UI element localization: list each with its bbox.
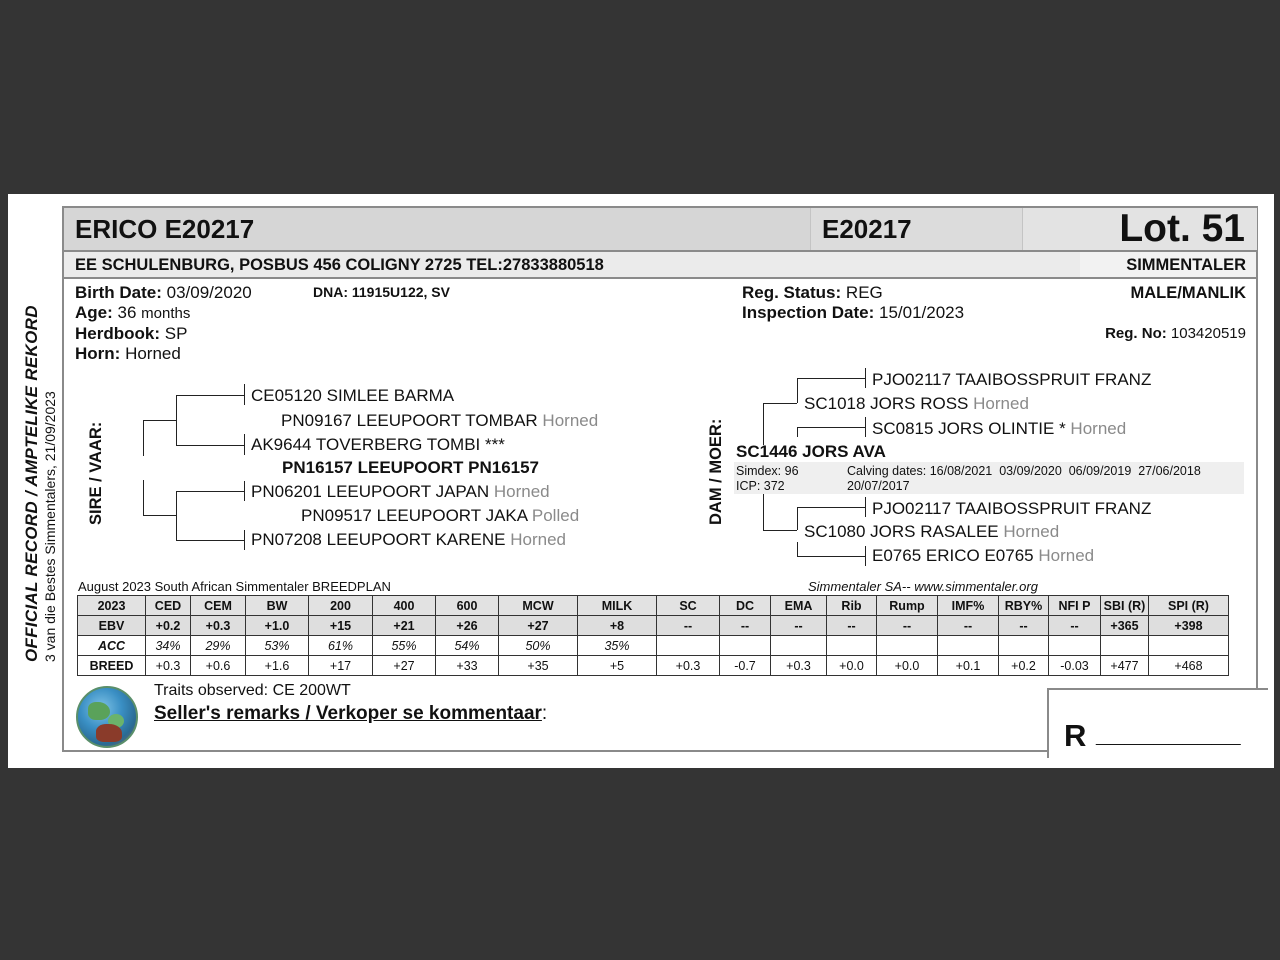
horn-status: Horn: Horned — [75, 344, 181, 363]
ebv-cell: +5 — [578, 656, 657, 676]
price-currency: R — [1064, 718, 1087, 753]
sire-dam: PN09517 LEEUPOORT JAKA Polled — [301, 506, 580, 525]
ebv-header-cell: BW — [246, 596, 309, 616]
breed-name: SIMMENTALER — [1126, 256, 1246, 274]
ebv-cell — [827, 636, 877, 656]
ebv-cell: +1.6 — [246, 656, 309, 676]
ebv-cell: 61% — [309, 636, 373, 656]
age: Age: 36 months — [75, 303, 191, 322]
ebv-cell: +8 — [578, 616, 657, 636]
ebv-table — [77, 595, 1229, 676]
ebv-header-cell: 2023 — [78, 596, 146, 616]
ebv-cell: +398 — [1149, 616, 1229, 636]
price-blank: __________ — [1096, 718, 1241, 748]
ebv-header-cell: 600 — [436, 596, 499, 616]
ebv-cell — [771, 636, 827, 656]
traits-observed: Traits observed: CE 200WT — [154, 682, 351, 699]
ebv-cell: +0.2 — [146, 616, 191, 636]
dam-sire-sire: PJO02117 TAAIBOSSPRUIT FRANZ — [872, 370, 1152, 389]
ebv-cell: +27 — [499, 616, 578, 636]
sire-sire-dam: AK9644 TOVERBERG TOMBI *** — [251, 435, 505, 454]
ebv-cell — [720, 636, 771, 656]
ebv-cell: 54% — [436, 636, 499, 656]
dam-icp: ICP: 372 — [736, 479, 785, 493]
breedplan-source: Simmentaler SA-- www.simmentaler.org — [808, 579, 1038, 594]
inspection-date: Inspection Date: 15/01/2023 — [742, 303, 965, 322]
ebv-cell: +0.6 — [191, 656, 246, 676]
ebv-cell: -- — [827, 616, 877, 636]
ebv-row-label: ACC — [78, 636, 146, 656]
ebv-cell: +0.1 — [938, 656, 999, 676]
breedplan-title: August 2023 South African Simmentaler BREEDPLAN — [78, 579, 391, 594]
ebv-row-label: BREED — [78, 656, 146, 676]
ebv-cell: -- — [1049, 616, 1101, 636]
sire-name: PN16157 LEEUPOORT PN16157 — [282, 458, 540, 477]
acc-row — [78, 636, 1229, 656]
sellers-remarks: Seller's remarks / Verkoper se kommentaar: — [154, 703, 548, 724]
ebv-cell: -0.03 — [1049, 656, 1101, 676]
ebv-cell: -- — [771, 616, 827, 636]
ebv-row — [78, 616, 1229, 636]
dam-dam-dam: E0765 ERICO E0765 Horned — [872, 546, 1095, 565]
ebv-cell: 34% — [146, 636, 191, 656]
breed-avg-row — [78, 656, 1229, 676]
ebv-header-cell: EMA — [771, 596, 827, 616]
ebv-row-label: EBV — [78, 616, 146, 636]
ebv-cell: +0.0 — [877, 656, 938, 676]
ebv-cell: +1.0 — [246, 616, 309, 636]
ebv-cell — [1101, 636, 1149, 656]
dam-sire: SC1018 JORS ROSS Horned — [804, 394, 1029, 413]
ebv-header-cell: NFI P — [1049, 596, 1101, 616]
official-record-title: OFFICIAL RECORD / AMPTELIKE REKORD — [22, 305, 41, 662]
ebv-cell: +33 — [436, 656, 499, 676]
dna-info: DNA: 11915U122, SV — [313, 284, 450, 300]
dam-dam: SC1080 JORS RASALEE Horned — [804, 522, 1060, 541]
ebv-cell: 50% — [499, 636, 578, 656]
lot-number: Lot. 51 — [1119, 207, 1245, 250]
ebv-cell: +0.0 — [827, 656, 877, 676]
ebv-cell: +365 — [1101, 616, 1149, 636]
ebv-cell: +26 — [436, 616, 499, 636]
ebv-cell: +27 — [373, 656, 436, 676]
ebv-header-cell: Rump — [877, 596, 938, 616]
ebv-header-row — [78, 596, 1229, 616]
sex: MALE/MANLIK — [1130, 284, 1246, 302]
breeder-info: EE SCHULENBURG, POSBUS 456 COLIGNY 2725 TEL:27833880518 — [75, 256, 604, 274]
ebv-cell: -0.7 — [720, 656, 771, 676]
dam-simdex: Simdex: 96 — [736, 464, 799, 478]
ebv-header-cell: SPI (R) — [1149, 596, 1229, 616]
dam-label: DAM / MOER: — [707, 418, 725, 525]
ebv-cell: +468 — [1149, 656, 1229, 676]
dam-calving-dates: Calving dates: 16/08/2021 03/09/2020 06/09/2019 27/06/2018 — [847, 464, 1201, 478]
ebv-cell: -- — [877, 616, 938, 636]
ebv-cell: -- — [657, 616, 720, 636]
animal-id: E20217 — [822, 214, 912, 244]
ebv-cell: +0.3 — [191, 616, 246, 636]
ebv-cell — [657, 636, 720, 656]
ebv-cell: +0.3 — [771, 656, 827, 676]
ebv-header-cell: DC — [720, 596, 771, 616]
sire-sire: PN09167 LEEUPOORT TOMBAR Horned — [281, 411, 599, 430]
official-record-band — [22, 305, 58, 662]
ebv-cell — [1049, 636, 1101, 656]
dam-calving-dates-cont: 20/07/2017 — [847, 479, 910, 493]
ebv-header-cell: Rib — [827, 596, 877, 616]
ebv-header-cell: IMF% — [938, 596, 999, 616]
dam-name: SC1446 JORS AVA — [736, 442, 886, 461]
ebv-header-cell: SC — [657, 596, 720, 616]
ebv-cell — [877, 636, 938, 656]
ebv-cell: 29% — [191, 636, 246, 656]
ebv-cell: +0.3 — [146, 656, 191, 676]
ebv-cell — [938, 636, 999, 656]
animal-name: ERICO E20217 — [75, 214, 255, 244]
ebv-header-cell: CED — [146, 596, 191, 616]
reg-status: Reg. Status: REG — [742, 283, 883, 302]
ebv-header-cell: MCW — [499, 596, 578, 616]
reg-number: Reg. No: 103420519 — [1105, 325, 1246, 342]
ebv-cell: +21 — [373, 616, 436, 636]
sire-sire-sire: CE05120 SIMLEE BARMA — [251, 386, 455, 405]
ebv-cell: +0.2 — [999, 656, 1049, 676]
ebv-header-cell: 400 — [373, 596, 436, 616]
ebv-cell: -- — [938, 616, 999, 636]
ebv-cell: +477 — [1101, 656, 1149, 676]
ebv-cell: 55% — [373, 636, 436, 656]
birth-date: Birth Date: 03/09/2020 — [75, 283, 252, 302]
sire-label: SIRE / VAAR: — [87, 421, 105, 525]
ebv-cell — [1149, 636, 1229, 656]
sire-dam-dam: PN07208 LEEUPOORT KARENE Horned — [251, 530, 566, 549]
ebv-cell: 53% — [246, 636, 309, 656]
ebv-header-cell: CEM — [191, 596, 246, 616]
ebv-header-cell: RBY% — [999, 596, 1049, 616]
herdbook: Herdbook: SP — [75, 324, 188, 343]
dam-dam-sire: PJO02117 TAAIBOSSPRUIT FRANZ — [872, 499, 1152, 518]
ebv-cell: -- — [999, 616, 1049, 636]
ebv-header-cell: 200 — [309, 596, 373, 616]
dam-sire-dam: SC0815 JORS OLINTIE * Horned — [872, 419, 1127, 438]
ebv-cell — [999, 636, 1049, 656]
simmentaler-globe-logo — [76, 686, 138, 748]
ebv-header-cell: SBI (R) — [1101, 596, 1149, 616]
ebv-cell: -- — [720, 616, 771, 636]
sire-dam-sire: PN06201 LEEUPOORT JAPAN Horned — [251, 482, 550, 501]
ebv-cell: +35 — [499, 656, 578, 676]
ebv-cell: +17 — [309, 656, 373, 676]
ebv-cell: 35% — [578, 636, 657, 656]
ebv-cell: +15 — [309, 616, 373, 636]
ebv-header-cell: MILK — [578, 596, 657, 616]
ebv-cell: +0.3 — [657, 656, 720, 676]
official-record-source: 3 van die Bestes Simmentalers, 21/09/2023 — [41, 391, 58, 662]
